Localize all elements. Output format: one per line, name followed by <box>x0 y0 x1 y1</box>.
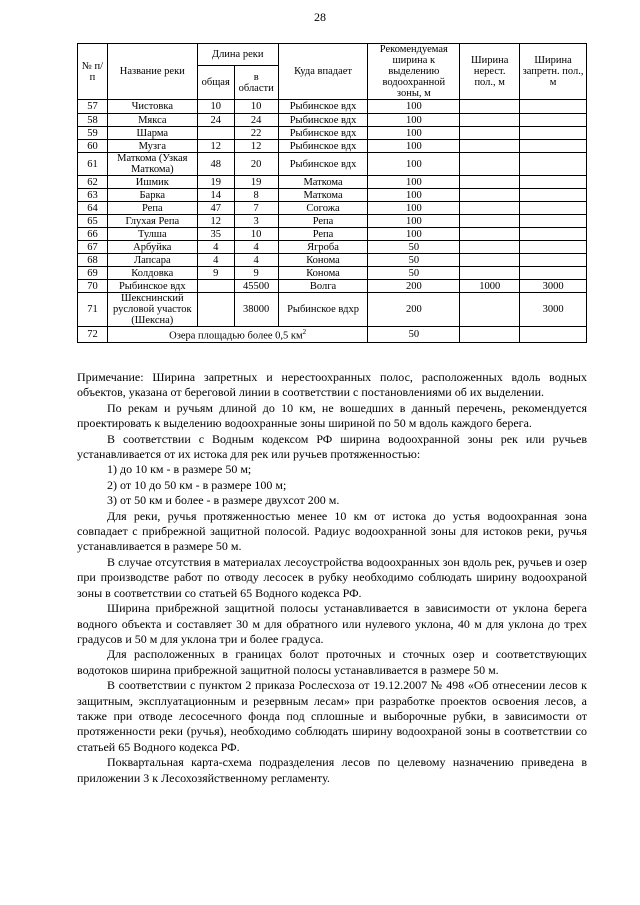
cell-w1 <box>460 127 520 140</box>
cell-region: 8 <box>234 189 278 202</box>
cell-w1 <box>460 267 520 280</box>
paragraph: В случае отсутствия в материалах лесоустройства водоохранных зон вдоль рек, ручьев и озер при производстве работ по отводу лесосек в рубку необходимо соблюдать ширину водоохраной зоны в соответствии со статьей 65 Водного кодекса РФ. <box>77 554 587 600</box>
cell-total: 19 <box>197 176 234 189</box>
cell-w1 <box>460 327 520 343</box>
cell-rec: 100 <box>368 189 460 202</box>
cell-w2 <box>520 140 587 153</box>
cell-region: 10 <box>234 100 278 114</box>
cell-w2 <box>520 153 587 176</box>
header-width-nonspawn: Ширина нерест. пол., м <box>460 44 520 100</box>
body-text <box>77 370 587 786</box>
paragraph: В соответствии с Водным кодексом РФ ширина водоохранной зоны рек или ручьев устанавливается от их истока для рек или ручьев протяженностью: <box>77 431 587 462</box>
cell-n: 69 <box>78 267 108 280</box>
cell-into: Рыбинское вдх <box>278 153 368 176</box>
list-item: 2) от 10 до 50 км - в размере 100 м; <box>107 477 287 492</box>
cell-total: 35 <box>197 228 234 241</box>
table-row <box>78 114 587 127</box>
table-row <box>78 100 587 114</box>
cell-region: 4 <box>234 241 278 254</box>
cell-lakes-text <box>107 327 368 343</box>
paragraph: Для расположенных в границах болот проточных и сточных озер и соответствующих водотоков ширина прибрежной защитной полосы устанавливается в размере 50 м. <box>77 647 587 677</box>
paragraph: В соответствии с пунктом 2 приказа Рослесхоза от 19.12.2007 № 498 «Об отнесении лесов к защитным, эксплуатационным и резервным лесам» при разработке проектов освоения лесов, а также при отводе лесосечного фонда под сплошные и выборочные рубки, в зависимости от протяженности реки (ручья), необходимо соблюдать ширину водоохраной зоны в соответствии со статьей 65 Водного кодекса РФ. <box>77 678 587 754</box>
cell-w2: 3000 <box>520 280 587 293</box>
cell-w1 <box>460 189 520 202</box>
table-row <box>78 228 587 241</box>
cell-rec: 100 <box>368 140 460 153</box>
cell-into: Рыбинское вдх <box>278 114 368 127</box>
table-row <box>78 153 587 176</box>
cell-name: Маткома (Узкая Маткома) <box>107 153 197 176</box>
table-row <box>78 127 587 140</box>
cell-name: Лапсара <box>107 254 197 267</box>
cell-region: 38000 <box>234 293 278 327</box>
cell-w1 <box>460 114 520 127</box>
table-row <box>78 280 587 293</box>
cell-total: 4 <box>197 254 234 267</box>
cell-w1 <box>460 228 520 241</box>
rivers-table <box>77 43 587 343</box>
cell-total: 9 <box>197 267 234 280</box>
table-row <box>78 254 587 267</box>
cell-n: 57 <box>78 100 108 114</box>
cell-into: Маткома <box>278 176 368 189</box>
cell-rec: 50 <box>368 254 460 267</box>
table-row <box>78 215 587 228</box>
table-row <box>78 189 587 202</box>
cell-total <box>197 280 234 293</box>
table-row <box>78 176 587 189</box>
paragraph: Для реки, ручья протяженностью менее 10 км от истока до устья водоохранная зона совпадает с прибрежной защитной полосой. Радиус водоохранной зоны для истоков реки, ручья устанавливается в размере 50 м. <box>77 508 587 554</box>
cell-name: Репа <box>107 202 197 215</box>
cell-into: Ягроба <box>278 241 368 254</box>
cell-total <box>197 127 234 140</box>
header-name: Название реки <box>107 44 197 100</box>
cell-region: 9 <box>234 267 278 280</box>
lakes-unit-superscript: 2 <box>302 328 307 336</box>
cell-into: Рыбинское вдх <box>278 127 368 140</box>
cell-rec: 100 <box>368 114 460 127</box>
cell-rec: 50 <box>368 241 460 254</box>
cell-total: 12 <box>197 140 234 153</box>
table-row <box>78 202 587 215</box>
cell-w1 <box>460 241 520 254</box>
header-recommended-width: Рекомендуемая ширина к выделению водоохранной зоны, м <box>368 44 460 100</box>
cell-n: 71 <box>78 293 108 327</box>
cell-into: Волга <box>278 280 368 293</box>
cell-w1: 1000 <box>460 280 520 293</box>
cell-n: 58 <box>78 114 108 127</box>
cell-total: 48 <box>197 153 234 176</box>
cell-into: Маткома <box>278 189 368 202</box>
cell-name: Шекснинский русловой участок (Шексна) <box>107 293 197 327</box>
cell-rec: 50 <box>368 327 460 343</box>
cell-w2 <box>520 241 587 254</box>
cell-w2 <box>520 267 587 280</box>
cell-w1 <box>460 153 520 176</box>
table-row <box>78 241 587 254</box>
cell-name: Мякса <box>107 114 197 127</box>
cell-rec: 200 <box>368 280 460 293</box>
cell-rec: 100 <box>368 228 460 241</box>
cell-into: Рыбинское вдх <box>278 140 368 153</box>
cell-name: Глухая Репа <box>107 215 197 228</box>
cell-w2 <box>520 327 587 343</box>
cell-name: Шарма <box>107 127 197 140</box>
cell-n: 63 <box>78 189 108 202</box>
cell-into: Конома <box>278 254 368 267</box>
table-row <box>78 293 587 327</box>
cell-w2: 3000 <box>520 293 587 327</box>
cell-region: 4 <box>234 254 278 267</box>
cell-rec: 100 <box>368 202 460 215</box>
cell-total: 10 <box>197 100 234 114</box>
table-row-lakes <box>78 327 587 343</box>
cell-rec: 100 <box>368 215 460 228</box>
cell-w2 <box>520 127 587 140</box>
cell-name: Тулша <box>107 228 197 241</box>
cell-into: Рыбинское вдх <box>278 100 368 114</box>
page-number: 28 <box>314 10 326 24</box>
header-length-region: в области <box>234 66 278 100</box>
cell-n: 65 <box>78 215 108 228</box>
cell-n: 68 <box>78 254 108 267</box>
cell-w2 <box>520 254 587 267</box>
cell-rec: 200 <box>368 293 460 327</box>
cell-total: 12 <box>197 215 234 228</box>
cell-region: 24 <box>234 114 278 127</box>
list-item: 3) от 50 км и более - в размере двухсот 200 м. <box>107 493 340 508</box>
cell-into: Рыбинское вдхр <box>278 293 368 327</box>
cell-region: 3 <box>234 215 278 228</box>
paragraph: Поквартальная карта-схема подразделения лесов по целевому назначению приведена в приложении 3 к Лесохозяйственному регламенту. <box>77 755 587 785</box>
cell-w2 <box>520 100 587 114</box>
cell-rec: 100 <box>368 127 460 140</box>
cell-total: 14 <box>197 189 234 202</box>
cell-n: 72 <box>78 327 108 343</box>
cell-w2 <box>520 215 587 228</box>
cell-rec: 100 <box>368 176 460 189</box>
cell-total: 47 <box>197 202 234 215</box>
cell-name: Колдовка <box>107 267 197 280</box>
cell-into: Конома <box>278 267 368 280</box>
cell-w2 <box>520 114 587 127</box>
cell-n: 66 <box>78 228 108 241</box>
cell-name: Чистовка <box>107 100 197 114</box>
cell-w1 <box>460 254 520 267</box>
cell-region: 20 <box>234 153 278 176</box>
cell-n: 62 <box>78 176 108 189</box>
paragraph: Ширина прибрежной защитной полосы устанавливается в зависимости от уклона берега водного объекта и составляет 30 м для обратного или нулевого уклона, 40 м для уклона до трех градусов и 50 м для уклона три и более градуса. <box>77 601 587 646</box>
cell-w2 <box>520 189 587 202</box>
cell-n: 59 <box>78 127 108 140</box>
cell-n: 61 <box>78 153 108 176</box>
cell-name: Арбуйка <box>107 241 197 254</box>
list-item: 1) до 10 км - в размере 50 м; <box>107 462 252 477</box>
cell-n: 60 <box>78 140 108 153</box>
header-length-total: общая <box>197 66 234 100</box>
cell-w2 <box>520 176 587 189</box>
cell-total: 24 <box>197 114 234 127</box>
lakes-text: Озера площадью более 0,5 км <box>169 330 303 342</box>
cell-w1 <box>460 100 520 114</box>
note-paragraph: Примечание: Ширина запретных и нерестоохранных полос, расположенных вдоль водных объектов, указана от береговой линии в соответствии с постановлениями об их выделении. <box>77 370 587 400</box>
cell-into: Согожа <box>278 202 368 215</box>
cell-w1 <box>460 202 520 215</box>
cell-into: Репа <box>278 228 368 241</box>
cell-w2 <box>520 202 587 215</box>
header-flows-into: Куда впадает <box>278 44 368 100</box>
cell-rec: 100 <box>368 153 460 176</box>
cell-name: Рыбинское вдх <box>107 280 197 293</box>
cell-w1 <box>460 215 520 228</box>
cell-into: Репа <box>278 215 368 228</box>
cell-region: 7 <box>234 202 278 215</box>
table-row <box>78 140 587 153</box>
cell-w1 <box>460 140 520 153</box>
cell-w1 <box>460 293 520 327</box>
cell-region: 12 <box>234 140 278 153</box>
cell-region: 19 <box>234 176 278 189</box>
cell-name: Музга <box>107 140 197 153</box>
header-num: № п/п <box>78 44 108 100</box>
cell-w1 <box>460 176 520 189</box>
cell-n: 70 <box>78 280 108 293</box>
table-row <box>78 267 587 280</box>
header-width-forbid: Ширина запретн. пол., м <box>520 44 587 100</box>
cell-w2 <box>520 228 587 241</box>
cell-name: Барка <box>107 189 197 202</box>
header-length: Длина реки <box>197 44 278 66</box>
cell-rec: 50 <box>368 267 460 280</box>
paragraph: По рекам и ручьям длиной до 10 км, не вошедших в данный перечень, рекомендуется проектировать к выделению водоохранные зоны шириной по 50 м вдоль каждого берега. <box>77 400 587 431</box>
cell-n: 64 <box>78 202 108 215</box>
cell-region: 10 <box>234 228 278 241</box>
cell-total: 4 <box>197 241 234 254</box>
cell-region: 22 <box>234 127 278 140</box>
cell-n: 67 <box>78 241 108 254</box>
cell-total <box>197 293 234 327</box>
cell-rec: 100 <box>368 100 460 114</box>
cell-region: 45500 <box>234 280 278 293</box>
cell-name: Ишмик <box>107 176 197 189</box>
